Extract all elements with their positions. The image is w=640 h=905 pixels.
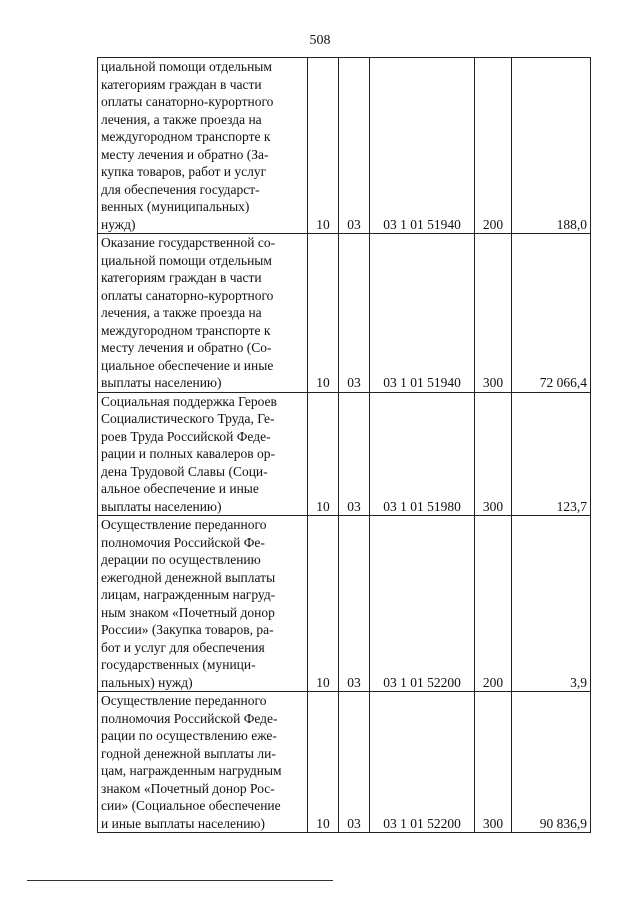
target-article-code: 03 1 01 51940 — [370, 58, 475, 234]
row-description-cell — [98, 392, 308, 516]
subsection-code: 03 — [339, 692, 370, 833]
section-code: 10 — [308, 234, 339, 393]
subsection-code: 03 — [339, 392, 370, 516]
target-article-code: 03 1 01 51980 — [370, 392, 475, 516]
page-number: 508 — [309, 33, 331, 48]
row-description: циальной помощи отдельным категориям граждан в части оплаты санаторно-курортного лечения, а также проезда на междугородном транспорте к месту лечения и обратно (За- купка товаров, работ и услуг для обеспечения государст- венных (муниципальных) нужд) — [101, 59, 274, 232]
subsection-code: 03 — [339, 516, 370, 692]
row-description-cell — [98, 234, 308, 393]
expense-type-code: 200 — [475, 58, 512, 234]
subsection-code: 03 — [339, 234, 370, 393]
row-description: Осуществление переданного полномочия Российской Феде- рации по осуществлению еже- годной денежной выплаты ли- цам, награжденным нагрудным знаком «Почетный донор Рос- сии» (Социальное обеспечение и иные выплаты населению) — [101, 693, 282, 831]
row-description: Оказание государственной со- циальной помощи отдельным категориям граждан в части оплаты санаторно-курортного лечения, а также проезда на междугородном транспорте к месту лечения и обратно (Со- циальное обеспечение и иные выплаты населению) — [101, 235, 276, 390]
amount: 90 836,9 — [512, 692, 591, 833]
target-article-code: 03 1 01 52200 — [370, 516, 475, 692]
table-row — [98, 516, 591, 692]
amount: 3,9 — [512, 516, 591, 692]
expense-type-code: 300 — [475, 692, 512, 833]
row-description-cell — [98, 692, 308, 833]
row-description: Осуществление переданного полномочия Российской Фе- дерации по осуществлению ежегодной денежной выплаты лицам, награжденным нагруд- ным знаком «Почетный донор России» (Закупка товаров, ра- бот и услуг для обеспечения государственных (муници- пальных) нужд) — [101, 517, 276, 690]
table-row — [98, 234, 591, 393]
section-code: 10 — [308, 58, 339, 234]
target-article-code: 03 1 01 51940 — [370, 234, 475, 393]
amount: 188,0 — [512, 58, 591, 234]
table-row — [98, 692, 591, 833]
amount: 72 066,4 — [512, 234, 591, 393]
target-article-code: 03 1 01 52200 — [370, 692, 475, 833]
table-row — [98, 392, 591, 516]
row-description: Социальная поддержка Героев Социалистического Труда, Ге- роев Труда Российской Феде- рации и полных кавалеров ор- дена Трудовой Славы (Соци- альное обеспечение и иные выплаты населению) — [101, 393, 277, 514]
footer-divider — [27, 880, 333, 881]
table-row — [98, 58, 591, 234]
budget-table — [97, 57, 591, 833]
subsection-code: 03 — [339, 58, 370, 234]
expense-type-code: 300 — [475, 392, 512, 516]
amount: 123,7 — [512, 392, 591, 516]
section-code: 10 — [308, 516, 339, 692]
section-code: 10 — [308, 392, 339, 516]
expense-type-code: 300 — [475, 234, 512, 393]
expense-type-code: 200 — [475, 516, 512, 692]
section-code: 10 — [308, 692, 339, 833]
row-description-cell — [98, 516, 308, 692]
row-description-cell — [98, 58, 308, 234]
